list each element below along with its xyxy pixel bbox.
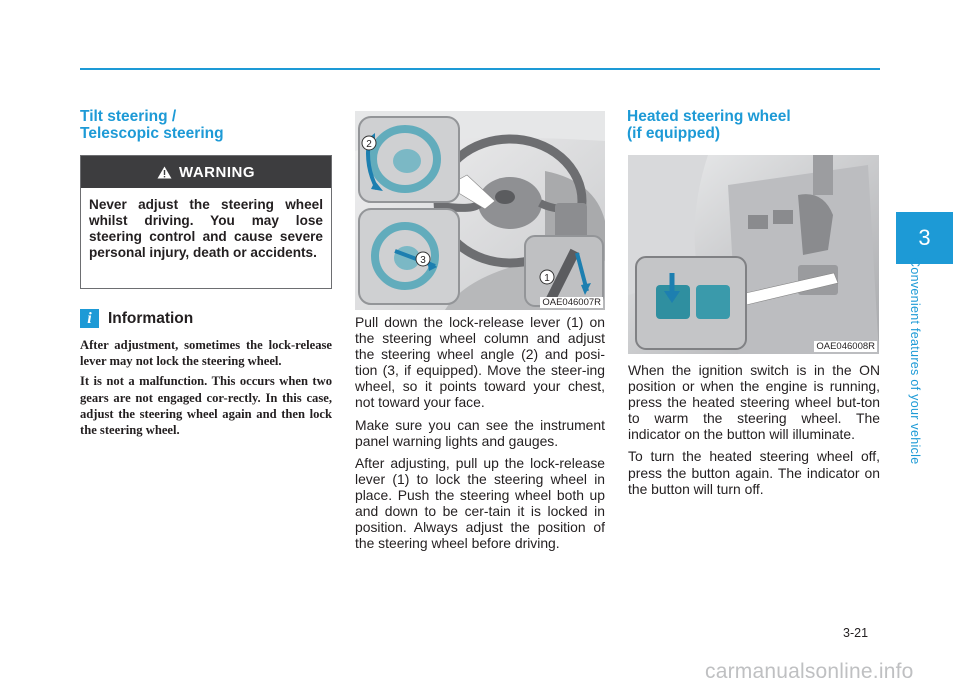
heated-paragraph: To turn the heated steering wheel off, press the button again. The indicator on the button will turn off. — [628, 448, 880, 497]
warning-triangle-icon — [157, 166, 172, 179]
callout-1: 1 — [544, 273, 550, 284]
tilt-section-title — [80, 108, 332, 142]
information-title: Information — [108, 309, 194, 327]
heated-instructions — [628, 362, 880, 503]
callout-2: 2 — [366, 139, 372, 150]
information-body — [80, 337, 332, 442]
chapter-title: Convenient features of your vehicle — [908, 258, 922, 465]
heated-title-line1: Heated steering wheel — [627, 108, 791, 125]
heated-steering-figure — [628, 155, 879, 354]
heated-paragraph: When the ignition switch is in the ON position or when the engine is running, press the heated steering wheel but-ton to warm the steering wheel. The indicator on the button will illuminate. — [628, 362, 880, 443]
information-header — [80, 309, 193, 328]
figure-code: OAE046007R — [542, 297, 601, 308]
watermark: carmanualsonline.info — [705, 660, 914, 683]
page-number: 3-21 — [843, 626, 869, 640]
tilt-title-line1: Tilt steering / — [80, 108, 177, 125]
heated-button-illustration — [628, 155, 879, 354]
information-paragraph: After adjustment, sometimes the lock-release lever may not lock the steering wheel. — [80, 338, 332, 369]
warning-header — [81, 156, 331, 188]
steering-wheel-illustration — [355, 111, 605, 310]
warning-box — [80, 155, 332, 289]
steering-adjust-figure — [355, 111, 605, 310]
information-paragraph: It is not a malfunction. This occurs when two gears are not engaged cor-rectly. In this case, adjust the steering wheel again and then lock the steering wheel. — [80, 374, 332, 438]
figure-code: OAE046008R — [816, 341, 875, 352]
callout-3: 3 — [420, 255, 426, 266]
heated-section — [627, 108, 879, 142]
header-rule — [80, 68, 880, 70]
tilt-paragraph: Pull down the lock-release lever (1) on the steering wheel column and adjust the steering wheel angle (2) and posi-tion (3, if equipped). Move the steer-ing wheel, so it points toward your chest, not toward your face. — [355, 314, 605, 411]
tilt-title-line2: Telescopic steering — [80, 125, 224, 142]
heated-section-title — [627, 108, 879, 142]
tilt-paragraph: After adjusting, pull up the lock-release lever (1) to lock the steering wheel in place. Push the steering wheel both up and down to be cer-tain it is locked in position. Always adjust the position of the steering wheel before driving. — [355, 454, 605, 552]
tilt-section — [80, 108, 332, 142]
warning-label: WARNING — [179, 163, 255, 181]
chapter-tab: 3 — [896, 212, 953, 264]
tilt-instructions — [355, 314, 605, 557]
tilt-paragraph: Make sure you can see the instrument panel warning lights and gauges. — [355, 416, 605, 449]
heated-title-line2: (if equipped) — [627, 125, 720, 142]
warning-text: Never adjust the steering wheel whilst driving. You may lose steering control and cause severe personal injury, death or accidents. — [89, 197, 323, 260]
info-icon: i — [80, 309, 99, 328]
